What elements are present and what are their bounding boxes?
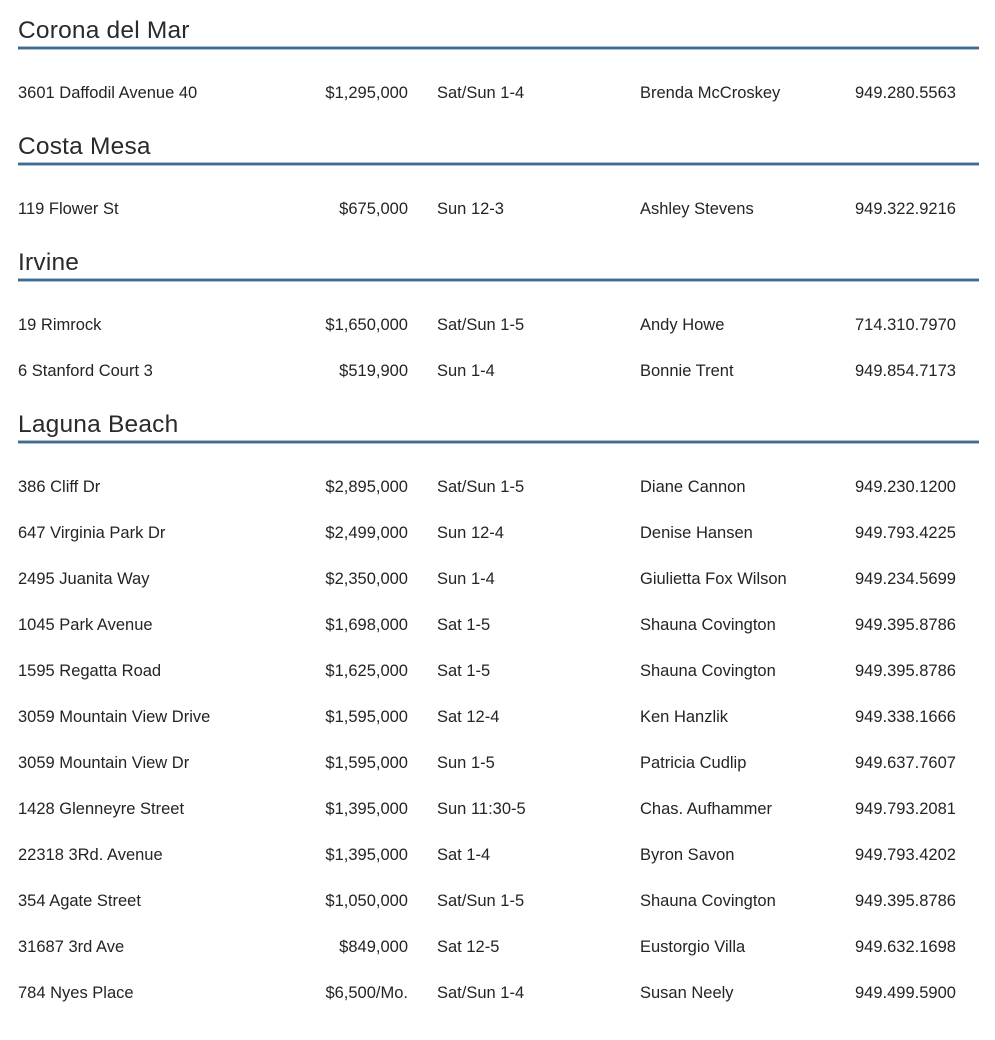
listing-price: $519,900 xyxy=(339,361,408,380)
city-name: Corona del Mar xyxy=(18,17,190,44)
listing-row xyxy=(18,602,979,648)
listing-open-house-time: Sun 1-4 xyxy=(437,569,495,588)
listing-agent-name: Shauna Covington xyxy=(640,891,776,910)
listing-agent-phone: 949.793.2081 xyxy=(855,799,956,818)
listing-address: 354 Agate Street xyxy=(18,891,141,910)
listing-agent-name: Denise Hansen xyxy=(640,523,753,542)
listing-price: $1,595,000 xyxy=(325,707,408,726)
listing-agent-name: Susan Neely xyxy=(640,983,734,1002)
listing-open-house-time: Sat/Sun 1-4 xyxy=(437,83,525,102)
listing-row xyxy=(18,648,979,694)
section-divider-rule xyxy=(18,46,979,50)
listing-open-house-time: Sun 1-4 xyxy=(437,361,495,380)
city-section-corona-del-mar xyxy=(18,16,979,116)
listing-agent-phone: 949.395.8786 xyxy=(855,615,956,634)
city-section-laguna-beach xyxy=(18,410,979,1016)
listing-row xyxy=(18,970,979,1016)
listing-agent-phone: 949.854.7173 xyxy=(855,361,956,380)
listing-price: $1,650,000 xyxy=(325,315,408,334)
listing-price: $1,595,000 xyxy=(325,753,408,772)
listing-price: $1,625,000 xyxy=(325,661,408,680)
listing-open-house-time: Sat 1-5 xyxy=(437,661,491,680)
listing-row xyxy=(18,878,979,924)
listing-agent-name: Byron Savon xyxy=(640,845,735,864)
listing-row xyxy=(18,832,979,878)
city-name: Costa Mesa xyxy=(18,133,151,160)
listing-agent-name: Ken Hanzlik xyxy=(640,707,729,726)
listing-open-house-time: Sat 1-4 xyxy=(437,845,491,864)
listing-address: 3059 Mountain View Dr xyxy=(18,753,190,772)
listing-agent-phone: 949.632.1698 xyxy=(855,937,956,956)
listing-address: 2495 Juanita Way xyxy=(18,569,150,588)
listing-address: 6 Stanford Court 3 xyxy=(18,361,153,380)
listing-agent-name: Giulietta Fox Wilson xyxy=(640,569,787,588)
listing-open-house-time: Sun 12-4 xyxy=(437,523,504,542)
city-section-header xyxy=(18,248,979,282)
listing-address: 1595 Regatta Road xyxy=(18,661,162,680)
listing-agent-phone: 949.234.5699 xyxy=(855,569,956,588)
listing-agent-name: Shauna Covington xyxy=(640,615,776,634)
city-section-header xyxy=(18,132,979,166)
listing-address: 3601 Daffodil Avenue 40 xyxy=(18,83,198,102)
listing-price: $2,350,000 xyxy=(325,569,408,588)
section-divider-rule xyxy=(18,162,979,166)
city-name: Laguna Beach xyxy=(18,411,179,438)
listing-row xyxy=(18,348,979,394)
listing-address: 784 Nyes Place xyxy=(18,983,134,1002)
listing-row xyxy=(18,70,979,116)
listing-row xyxy=(18,302,979,348)
listing-price: $1,050,000 xyxy=(325,891,408,910)
listing-agent-phone: 949.395.8786 xyxy=(855,891,956,910)
listing-agent-name: Brenda McCroskey xyxy=(640,83,781,102)
listing-address: 3059 Mountain View Drive xyxy=(18,707,211,726)
listing-address: 31687 3rd Ave xyxy=(18,937,125,956)
section-divider-rule xyxy=(18,440,979,444)
section-rows xyxy=(18,464,979,1016)
listing-row xyxy=(18,186,979,232)
listing-open-house-time: Sat/Sun 1-5 xyxy=(437,315,525,334)
listing-price: $1,395,000 xyxy=(325,799,408,818)
city-name: Irvine xyxy=(18,249,80,276)
city-section-costa-mesa xyxy=(18,132,979,232)
listing-price: $1,698,000 xyxy=(325,615,408,634)
section-rows xyxy=(18,186,979,232)
listing-agent-name: Bonnie Trent xyxy=(640,361,734,380)
listing-agent-name: Chas. Aufhammer xyxy=(640,799,773,818)
listing-agent-phone: 949.395.8786 xyxy=(855,661,956,680)
listing-open-house-time: Sat 12-5 xyxy=(437,937,500,956)
listing-agent-phone: 949.499.5900 xyxy=(855,983,956,1002)
listing-address: 19 Rimrock xyxy=(18,315,102,334)
listing-price: $1,295,000 xyxy=(325,83,408,102)
listing-open-house-time: Sat/Sun 1-5 xyxy=(437,891,525,910)
listing-open-house-time: Sat 1-5 xyxy=(437,615,491,634)
section-divider-rule xyxy=(18,278,979,282)
listing-price: $2,499,000 xyxy=(325,523,408,542)
listing-price: $6,500/Mo. xyxy=(325,983,408,1002)
listing-row xyxy=(18,464,979,510)
listing-address: 22318 3Rd. Avenue xyxy=(18,845,163,864)
listing-agent-name: Eustorgio Villa xyxy=(640,937,746,956)
city-section-header xyxy=(18,16,979,50)
listing-price: $675,000 xyxy=(339,199,408,218)
listing-address: 119 Flower St xyxy=(18,199,119,218)
section-rows xyxy=(18,70,979,116)
listing-agent-name: Diane Cannon xyxy=(640,477,746,496)
listing-row xyxy=(18,924,979,970)
listing-price: $849,000 xyxy=(339,937,408,956)
listing-address: 1045 Park Avenue xyxy=(18,615,153,634)
listing-agent-phone: 949.322.9216 xyxy=(855,199,956,218)
listing-row xyxy=(18,556,979,602)
listing-agent-phone: 949.793.4202 xyxy=(855,845,956,864)
listing-address: 647 Virginia Park Dr xyxy=(18,523,166,542)
city-section-irvine xyxy=(18,248,979,394)
listing-row xyxy=(18,694,979,740)
listing-price: $2,895,000 xyxy=(325,477,408,496)
listing-row xyxy=(18,740,979,786)
listing-row xyxy=(18,786,979,832)
listing-open-house-time: Sun 12-3 xyxy=(437,199,504,218)
listing-agent-name: Andy Howe xyxy=(640,315,725,334)
section-rows xyxy=(18,302,979,394)
listing-price: $1,395,000 xyxy=(325,845,408,864)
listing-agent-name: Patricia Cudlip xyxy=(640,753,747,772)
listing-open-house-time: Sat 12-4 xyxy=(437,707,500,726)
listing-agent-phone: 949.230.1200 xyxy=(855,477,956,496)
listing-open-house-time: Sat/Sun 1-4 xyxy=(437,983,525,1002)
listing-agent-name: Shauna Covington xyxy=(640,661,776,680)
listing-agent-name: Ashley Stevens xyxy=(640,199,754,218)
listing-address: 386 Cliff Dr xyxy=(18,477,101,496)
listing-row xyxy=(18,510,979,556)
listing-agent-phone: 949.637.7607 xyxy=(855,753,956,772)
listing-open-house-time: Sun 1-5 xyxy=(437,753,495,772)
listing-open-house-time: Sat/Sun 1-5 xyxy=(437,477,525,496)
listing-agent-phone: 949.793.4225 xyxy=(855,523,956,542)
listing-agent-phone: 949.338.1666 xyxy=(855,707,956,726)
listing-agent-phone: 949.280.5563 xyxy=(855,83,956,102)
listing-agent-phone: 714.310.7970 xyxy=(855,315,956,334)
city-section-header xyxy=(18,410,979,444)
listing-open-house-time: Sun 11:30-5 xyxy=(437,799,526,818)
listing-address: 1428 Glenneyre Street xyxy=(18,799,185,818)
